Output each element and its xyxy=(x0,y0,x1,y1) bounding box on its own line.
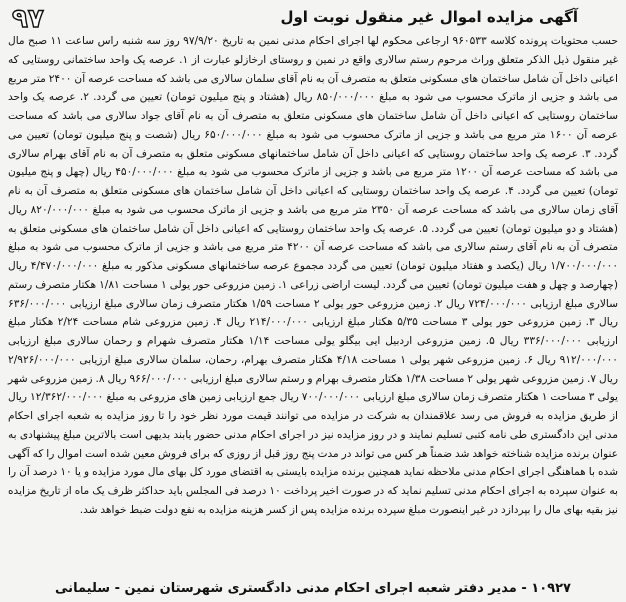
notice-body: حسب محتویات پرونده کلاسه ۹۶۰۵۳۳ ارجاعی محکوم لها اجرای احکام مدنی نمین به تاریخ ۹۷/۹/۲۰ روز سه شنبه راس ساعت ۱۱ صبح مال غیر منقول ذیل الذکر متعلق وراث مرحوم رستم سالاری واقع در نمین و روستای ارخازلو عبارت از ۱. عرصه یک واحد ساختمانی روستایی که اعیانی داخل آن شامل ساختمان های مسکونی متعلق به متصرف آن به نام آقای سلمان سالاری می باشد که مساحت عرصه آن ۲۴۰۰ متر مربع می باشد و جزیی از ماترک محسوب می شود به مبلغ ۸۵۰/۰۰۰/۰۰۰ ریال (هشتاد و پنج میلیون تومان) تعیین می گردد. ۲. عرصه یک واحد ساختمان روستایی که اعیانی داخل آن شامل ساختمان های مسکونی متعلق به متصرف آن به نام آقای جواد سالاری می باشد که مساحت عرصه آن ۱۶۰۰ متر مربع می باشد و جزیی از ماترک محسوب می شود به مبلغ ۶۵۰/۰۰۰/۰۰۰ ریال (شصت و پنج میلیون تومان) تعیین می گردد. ۳. عرصه یک واحد ساختمان روستایی که اعیانی داخل آن شامل ساختمانهای مسکونی متعلق به متصرف آن به نام آقای بهرام سالاری می باشد که مساحت عرصه آن ۱۲۰۰ متر مربع می باشد و جزیی از ماترک محسوب می شود به مبلغ ۴۵۰/۰۰۰/۰۰۰ ریال (چهل و پنج میلیون تومان) تعیین می گردد. ۴. عرصه یک واحد ساختمان روستایی که اعیانی داخل آن شامل ساختمان های مسکونی متعلق به متصرف آن به نام آقای زمان سالاری می باشد که مساحت عرصه آن ۲۳۵۰ متر مربع می باشد و جزیی از ماترک محسوب می شود به مبلغ ۸۲۰/۰۰۰/۰۰۰ ریال (هشتاد و دو میلیون تومان) تعیین می گردد. ۵. عرصه یک واحد ساختمان روستایی که اعیانی داخل آن شامل ساختمان های مسکونی متعلق به متصرف آن به نام آقای رستم سالاری می باشد که مساحت عرصه آن ۴۲۰۰ متر مربع می باشد و جزیی از ماترک محسوب می شود به مبلغ ۱/۷۰۰/۰۰۰/۰۰۰ ریال (یکصد و هفتاد میلیون تومان) تعیین می گردد مجموع عرصه ساختمانهای مسکونی مذکور به مبلغ ۴/۴۷۰/۰۰۰/۰۰۰ ریال (چهارصد و چهل و هفت میلیون تومان) تعیین می گردد. لیست اراضی زراعی ۱. زمین مزروعی حور یولی ۱ مساحت ۱/۸۱ هکتار متصرف رستم سالاری مبلغ ارزیابی ۷۲۴/۰۰۰/۰۰۰ ریال ۲. زمین مزروعی حور یولی ۲ مساحت ۱/۵۹ هکتار متصرف زمان سالاری مبلغ ارزیابی ۶۳۶/۰۰۰/۰۰۰ ریال ۳. زمین مزروعی حور یولی ۳ مساحت ۵/۳۵ هکتار مبلغ ارزیابی ۲۱۴/۰۰۰/۰۰۰ ریال ۴. زمین مزروعی شام مساحت ۲/۲۴ هکتار مبلغ ارزیابی ۳۳۶/۰۰۰/۰۰۰ ریال ۵. زمین مزروعی اردبیل ایی بیگلو یولی مساحت ۱/۱۴ هکتار متصرف شهرام و رحمان سالاری مبلغ ارزیابی ۹۱۲/۰۰۰/۰۰۰ ریال ۶. زمین مزروعی شهر یولی ۱ مساحت ۴/۱۸ هکتار متصرف بهرام، رحمان، سلمان سالاری مبلغ ارزیابی ۲/۹۲۶/۰۰۰/۰۰۰ ریال ۷. زمین مزروعی شهر یولی ۲ مساحت ۱/۳۸ هکتار متصرف بهرام و رستم سالاری مبلغ ارزیابی ۹۶۶/۰۰۰/۰۰۰ ریال ۸. زمین مزروعی شهر یولی ۳ مساحت ۱ هکتار متصرف زمان سالاری مبلغ ارزیابی ۷۰۰/۰۰۰/۰۰۰ ریال جمع ارزیابی زمین های مزروعی به مبلغ ۱۲/۳۶۲/۰۰۰/۰۰۰ ریال از طریق مزایده به فروش می رسد علاقمندان به شرکت در مزایده می توانند قیمت مورد نظر خود را تا روز مزایده به شعبه اجرای احکام مدنی این دادگستری طی نامه کتبی تسلیم نمایند و در روز مزایده نیز در اجرای احکام مدنی حضور یابند بدیهی است بالاترین مبلغ پیشنهادی به عنوان برنده مزایده شناخته خواهد شد ضمناً هر کس می تواند در مدت پنج روز قبل از روزی که برای فروش معین شده است اموال را که آگهی شده با هماهنگی اجرای احکام مدنی ملاحظه نماید همچنین برنده مزایده بایستی به اقتضای مورد کل بهای مال مورد مزایده و یا ۱۰ درصد آن را به عنوان سپرده به اجرای احکام مدنی تسلیم نماید که در صورت اخیر پرداخت ۱۰ درصد فی المجلس باید حداکثر ظرف یک ماه از تاریخ مزایده نیز بقیه بهای مال را بپردازد در غیر اینصورت مبلغ سپرده برنده مزایده پس از کسر هزینه مزایده به نفع دولت ضبط خواهد شد. xyxy=(8,35,619,516)
notice-title: آگهی مزایده اموال غیر منقول نوبت اول xyxy=(280,8,578,26)
registration-number: ۹۷ xyxy=(12,4,44,34)
notice-header xyxy=(8,4,618,34)
notice-signature: ۱۰۹۲۷ - مدیر دفتر شعبه اجرای احکام مدنی دادگستری شهرستان نمین - سلیمانی xyxy=(55,581,571,596)
